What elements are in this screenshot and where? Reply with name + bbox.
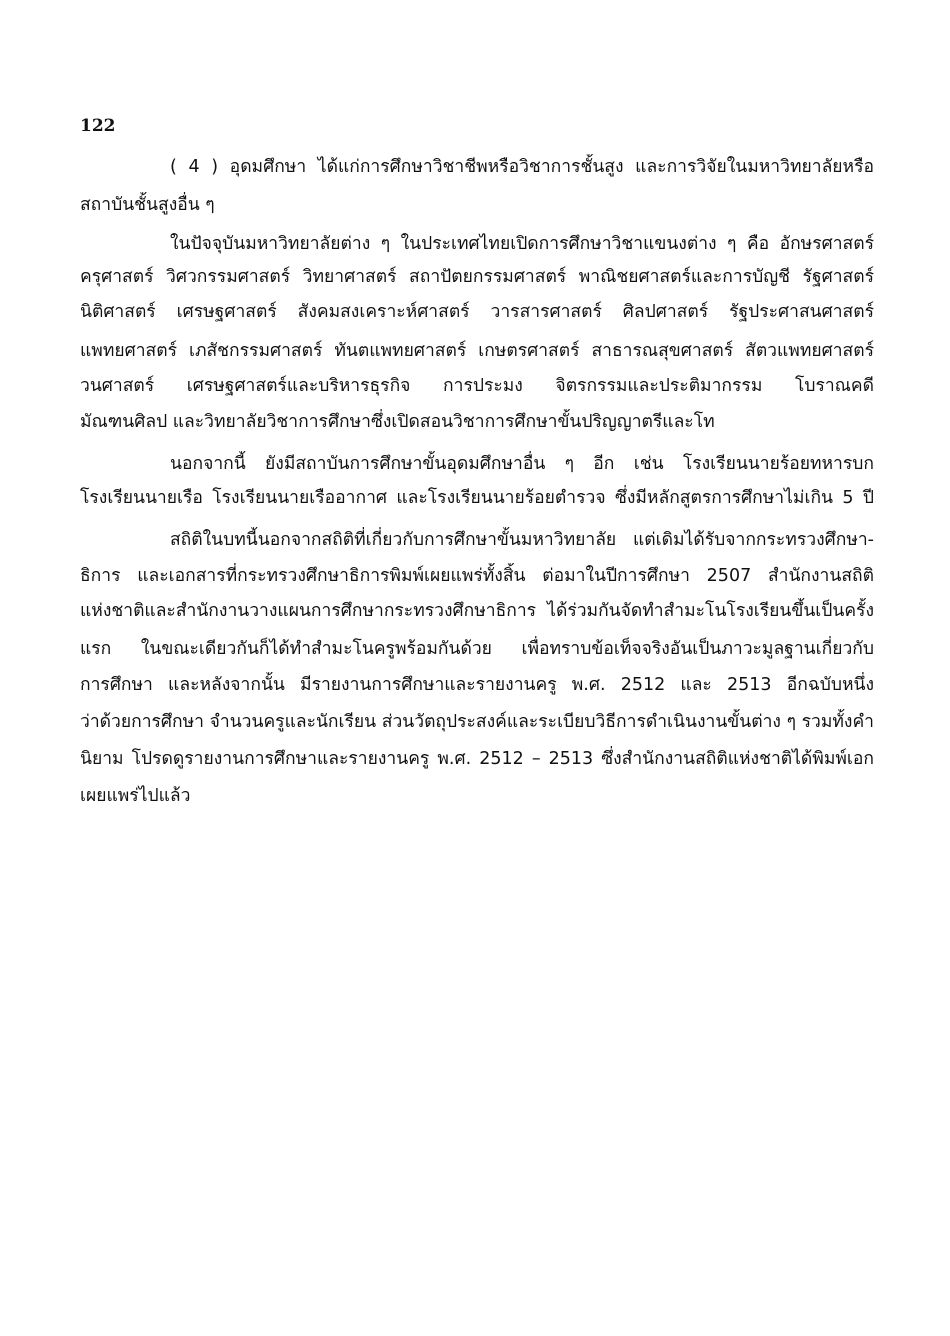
paragraph-2-line-1: ในปัจจุบันมหาวิทยาลัยต่าง ๆ ในประเทศไทยเปิดการศึกษาวิชาแขนงต่าง ๆ คือ อักษรศาสตร์ bbox=[170, 234, 874, 254]
paragraph-1-line-2: สถาบันชั้นสูงอื่น ๆ bbox=[80, 195, 215, 215]
paragraph-2-line-2: ครุศาสตร์ วิศวกรรมศาสตร์ วิทยาศาสตร์ สถาปัตยกรรมศาสตร์ พาณิชยศาสตร์และการบัญชี รัฐศาสตร์ bbox=[80, 267, 874, 287]
paragraph-2-line-4: แพทยศาสตร์ เภสัชกรรมศาสตร์ ทันตแพทยศาสตร์ เกษตรศาสตร์ สาธารณสุขศาสตร์ สัตวแพทยศาสตร์ bbox=[80, 341, 874, 361]
paragraph-2-line-5: วนศาสตร์ เศรษฐศาสตร์และบริหารธุรกิจ การประมง จิตรกรรมและประติมากรรม โบราณคดี bbox=[80, 376, 874, 396]
paragraph-4-line-1: สถิติในบทนี้นอกจากสถิติที่เกี่ยวกับการศึกษาขั้นมหาวิทยาลัย แต่เดิมได้รับจากกระทรวงศึกษา- bbox=[170, 530, 874, 550]
paragraph-2-line-6: มัณฑนศิลป และวิทยาลัยวิชาการศึกษาซึ่งเปิดสอนวิชาการศึกษาขั้นปริญญาตรีและโท bbox=[80, 412, 715, 432]
paragraph-3-line-2: โรงเรียนนายเรือ โรงเรียนนายเรืออากาศ และโรงเรียนนายร้อยตำรวจ ซึ่งมีหลักสูตรการศึกษาไม่เกิน 5 ปี bbox=[80, 488, 874, 508]
paragraph-4-line-7: นิยาม โปรดดูรายงานการศึกษาและรายงานครู พ.ศ. 2512 – 2513 ซึ่งสำนักงานสถิติแห่งชาติได้พิมพ์เอก bbox=[80, 749, 874, 769]
paragraph-4-line-5: การศึกษา และหลังจากนั้น มีรายงานการศึกษาและรายงานครู พ.ศ. 2512 และ 2513 อีกฉบับหนึ่ง bbox=[80, 675, 874, 695]
paragraph-4-line-4: แรก ในขณะเดียวกันก็ได้ทำสำมะโนครูพร้อมกันด้วย เพื่อทราบข้อเท็จจริงอันเป็นภาวะมูลฐานเกี่ยวกับ bbox=[80, 639, 874, 659]
paragraph-4-line-2: ธิการ และเอกสารที่กระทรวงศึกษาธิการพิมพ์เผยแพร่ทั้งสิ้น ต่อมาในปีการศึกษา 2507 สำนักงานสถิติ bbox=[80, 566, 874, 586]
paragraph-3-line-1: นอกจากนี้ ยังมีสถาบันการศึกษาขั้นอุดมศึกษาอื่น ๆ อีก เช่น โรงเรียนนายร้อยทหารบก bbox=[170, 454, 874, 474]
paragraph-4-line-6: ว่าด้วยการศึกษา จำนวนครูและนักเรียน ส่วนวัตถุประสงค์และระเบียบวิธีการดำเนินงานขั้นต่าง ๆ รวมทั้งคำ bbox=[80, 712, 874, 732]
paragraph-2-line-3: นิติศาสตร์ เศรษฐศาสตร์ สังคมสงเคราะห์ศาสตร์ วารสารศาสตร์ ศิลปศาสตร์ รัฐประศาสนศาสตร์ bbox=[80, 302, 874, 322]
paragraph-4-line-3: แห่งชาติและสำนักงานวางแผนการศึกษากระทรวงศึกษาธิการ ได้ร่วมกันจัดทำสำมะโนโรงเรียนขึ้นเป็นครั้ง bbox=[80, 601, 874, 621]
paragraph-1-line-1: ( 4 ) อุดมศึกษา ได้แก่การศึกษาวิชาชีพหรือวิชาการชั้นสูง และการวิจัยในมหาวิทยาลัยหรือ bbox=[170, 157, 874, 177]
page-number: 122 bbox=[80, 116, 116, 136]
paragraph-4-line-8: เผยแพร่ไปแล้ว bbox=[80, 786, 191, 806]
